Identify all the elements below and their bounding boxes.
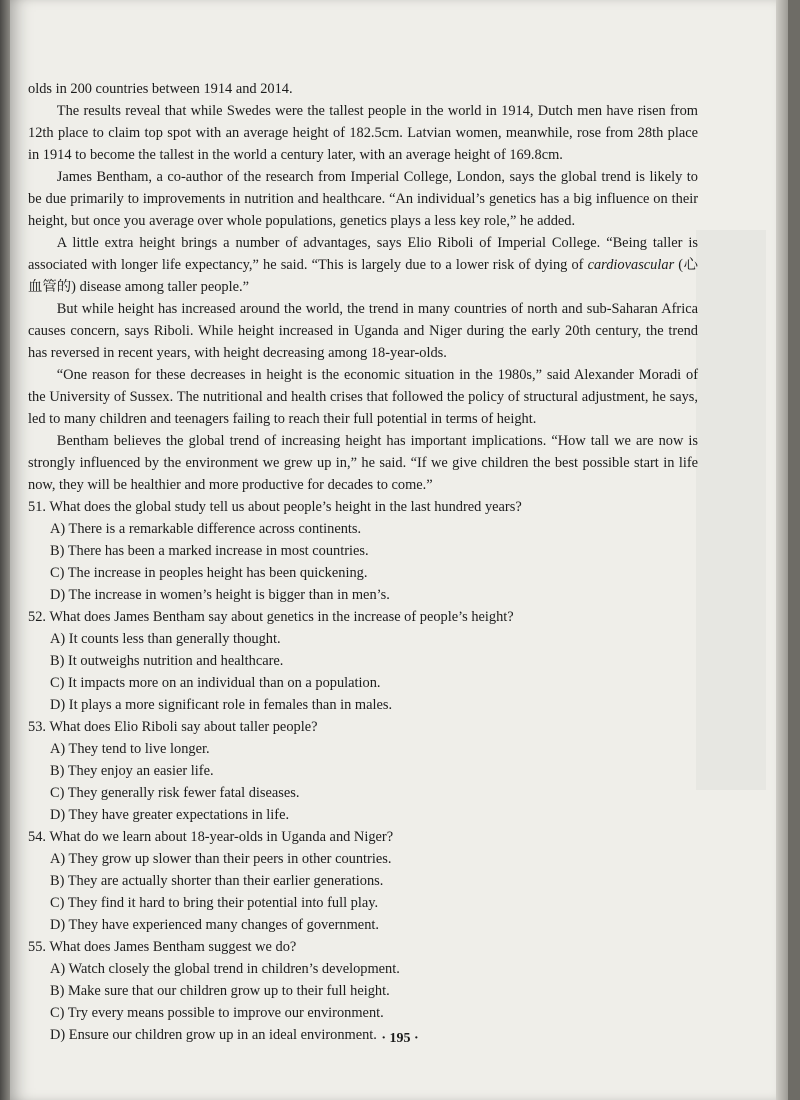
question-52: [28, 606, 698, 716]
chinese-gloss: (心血管的): [28, 257, 699, 295]
question-stem: 52. What does James Bentham say about genetics in the increase of people’s height?: [28, 609, 514, 625]
option-b[interactable]: B) Make sure that our children grow up to their full height.: [50, 983, 390, 999]
option-a[interactable]: A) They tend to live longer.: [50, 741, 210, 757]
passage-paragraph-4: But while height has increased around the world, the trend in many countries of north and sub-Saharan Africa causes concern, says Riboli. While height increased in Uganda and Niger during the early 20th century, the trend has reversed in recent years, with height decreasing among 18-year-olds.: [28, 301, 698, 361]
reading-passage: [28, 78, 698, 1046]
passage-paragraph-1: The results reveal that while Swedes were the tallest people in the world in 1914, Dutch men have risen from 12th place to claim top spot with an average height of 182.5cm. Latvian women, meanwhile, rose from 28th place in 1914 to become the tallest in the world a century later, with an average height of 169.8cm.: [28, 103, 698, 163]
passage-paragraph-3: [28, 232, 698, 298]
paragraph-3-start: A little extra height brings a number of advantages, says Elio Riboli of Imperial College. “Being taller is associated with longer life expectancy,” he said. “This is largely due to a lower risk of dying of: [28, 235, 698, 273]
option-c[interactable]: C) The increase in peoples height has been quickening.: [50, 565, 368, 581]
option-d[interactable]: D) They have experienced many changes of government.: [50, 917, 379, 933]
question-55: [28, 936, 698, 1046]
option-a[interactable]: A) Watch closely the global trend in children’s development.: [50, 961, 400, 977]
option-c[interactable]: C) They find it hard to bring their potential into full play.: [50, 895, 379, 911]
option-c[interactable]: C) Try every means possible to improve our environment.: [50, 1005, 384, 1021]
show-through-shade: [696, 230, 766, 790]
passage-paragraph-6: Bentham believes the global trend of increasing height has important implications. “How tall we are now is strongly influenced by the environment we grew up in,” he said. “If we give children the best possible start in life now, they will be healthier and more productive for decades to come.”: [28, 433, 698, 493]
question-54: [28, 826, 698, 936]
page-number: · 195 ·: [381, 1031, 419, 1046]
vocabulary-term: cardiovascular: [587, 257, 675, 273]
page-stack-edge: [776, 0, 788, 1100]
option-c[interactable]: C) They generally risk fewer fatal diseases.: [50, 785, 300, 801]
question-stem: 54. What do we learn about 18-year-olds in Uganda and Niger?: [28, 829, 394, 845]
question-53: [28, 716, 698, 826]
question-stem: 51. What does the global study tell us about people’s height in the last hundred years?: [28, 499, 522, 515]
option-a[interactable]: A) There is a remarkable difference across continents.: [50, 521, 362, 537]
option-a[interactable]: A) It counts less than generally thought.: [50, 631, 281, 647]
option-d[interactable]: D) Ensure our children grow up in an ideal environment.: [50, 1027, 377, 1043]
passage-paragraph-5: “One reason for these decreases in height is the economic situation in the 1980s,” said Alexander Moradi of the University of Sussex. The nutritional and health crises that followed the policy of structural adjustment, he says, led to many children and teenagers failing to reach their full potential in terms of height.: [28, 367, 698, 427]
option-a[interactable]: A) They grow up slower than their peers in other countries.: [50, 851, 392, 867]
option-b[interactable]: B) There has been a marked increase in most countries.: [50, 543, 369, 559]
book-spine-shadow: [0, 0, 10, 1100]
option-b[interactable]: B) They enjoy an easier life.: [50, 763, 214, 779]
option-b[interactable]: B) It outweighs nutrition and healthcare.: [50, 653, 284, 669]
option-c[interactable]: C) It impacts more on an individual than on a population.: [50, 675, 381, 691]
passage-paragraph-0: olds in 200 countries between 1914 and 2014.: [28, 81, 293, 97]
option-d[interactable]: D) They have greater expectations in life.: [50, 807, 290, 823]
passage-paragraph-2: James Bentham, a co-author of the research from Imperial College, London, says the global trend is likely to be due primarily to improvements in nutrition and healthcare. “An individual’s genetics has a big influence on their height, but once you average over whole populations, genetics plays a less key role,” he added.: [28, 169, 698, 229]
option-b[interactable]: B) They are actually shorter than their earlier generations.: [50, 873, 384, 889]
question-stem: 55. What does James Bentham suggest we do?: [28, 939, 297, 955]
paragraph-3-end: disease among taller people.”: [75, 279, 249, 295]
question-51: [28, 496, 698, 606]
question-stem: 53. What does Elio Riboli say about taller people?: [28, 719, 318, 735]
option-d[interactable]: D) The increase in women’s height is bigger than in men’s.: [50, 587, 390, 603]
option-d[interactable]: D) It plays a more significant role in females than in males.: [50, 697, 393, 713]
